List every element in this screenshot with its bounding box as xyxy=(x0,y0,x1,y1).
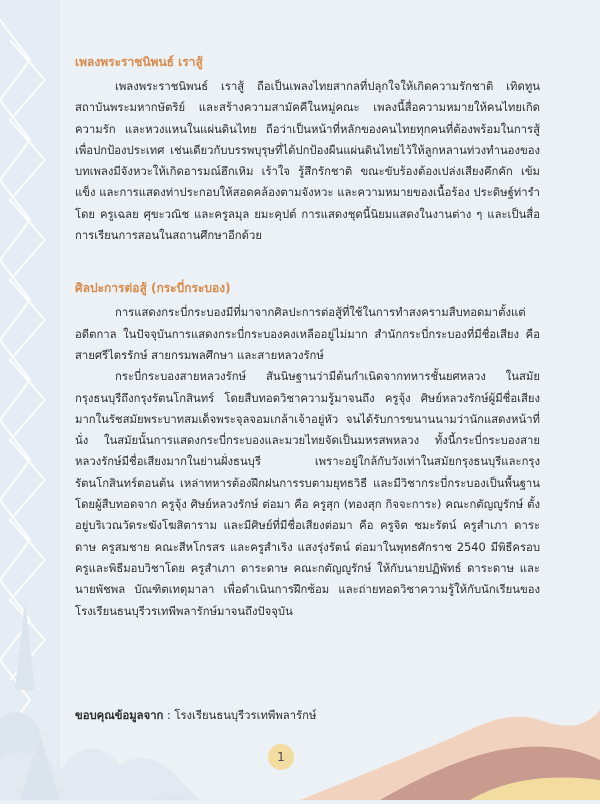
paragraph-krabi-1: การแสดงกระบี่กระบองมีที่มาจากศิลปะการต่อสู้ที่ใช้ในการทำสงครามสืบทอดมาตั้งแต่อดีตกาล ในปัจจุบันการแสดงกระบี่กระบองคงเหลืออยู่ไม่มาก สำนักกระบี่กระบองที่มีชื่อเสียง คือ สายศรีไตรรักษ์ สายกรมพลศึกษา และสายหลวงรักษ์ xyxy=(75,306,540,362)
page-number: 1 xyxy=(268,744,294,770)
paragraph-rao-su: เพลงพระราชนิพนธ์ เราสู้ ถือเป็นเพลงไทยสากลที่ปลุกใจให้เกิดความรักชาติ เทิดทูนสถาบันพระมหากษัตริย์ และสร้างความสามัคคีในหมู่คณะ เพลงนี้สื่อความหมายให้คนไทยเกิดความรัก และหวงแหนในแผ่นดินไทย ถือว่าเป็นหน้าที่หลักของคนไทยทุกคนที่ต้องพร้อมในการสู้เพื่อปกป้องประเทศ เช่นเดียวกับบรรพบุรุษที่ได้ปกป้องผืนแผ่นดินไทยไว้ให้ลูกหลานท่วงทำนองของบทเพลงมีจังหวะให้เกิดอารมณ์ฮึกเหิม เร้าใจ รู้สึกรักชาติ ขณะขับร้องต้องเปล่งเสียงคึกคัก เข้มแข็ง และการแสดงท่าประกอบให้สอดคล้องตามจังหวะ และความหมายของเนื้อร้อง ประดิษฐ์ท่ารำโดย ครูเฉลย ศุขะวณิช และครูลมุล ยมะคุปต์ การแสดงชุดนี้นิยมแสดงในงานต่าง ๆ และเป็นสื่อการเรียนการสอนในสถานศึกษาอีกด้วย xyxy=(75,80,540,243)
source-credit-value: : โรงเรียนธนบุรีวรเทพีพลารักษ์ xyxy=(163,709,317,722)
paragraph-krabi-2: กระบี่กระบองสายหลวงรักษ์ สันนิษฐานว่ามีต้นกำเนิดจากทหารชั้นยศหลวง ในสมัยกรุงธนบุรีถึงกรุงรัตนโกสินทร์ โดยสืบทอดวิชาความรู้มาจนถึง ครูจุ้ง ศิษย์หลวงรักษ์ผู้มีชื่อเสียงมากในรัชสมัยพระบาทสมเด็จพระจุลจอมเกล้าเจ้าอยู่หัว จนได้รับการขนานนามว่านักแสดงหน้าที่นั่ง ในสมัยนั้นการแสดงกระบี่กระบองและมวยไทยจัดเป็นมหรสพหลวง ทั้งนี้กระบี่กระบองสายหลวงรักษ์มีชื่อเสียงมากในย่านฝั่งธนบุรี เพราะอยู่ใกล้กับวังเท่าในสมัยกรุงธนบุรีและกรุงรัตนโกสินทร์ตอนต้น เหล่าทหารต้องฝึกฝนการรบตามยุทธวิธี และมีวิชากระบี่กระบองเป็นพื้นฐาน โดยผู้สืบทอดจาก ครูจุ้ง ศิษย์หลวงรักษ์ ต่อมา คือ ครูสุก (ทองสุก กิจจะการะ) คณะกตัญญูรักษ์ ตั้งอยู่บริเวณวัดระฆังโฆสิตาราม และมีศิษย์ที่มีชื่อเสียงต่อมา คือ ครูจิต ชมะรัตน์ ครูสำเภา ดาระดาษ ครูสมชาย คณะสีหโกรสร และครูสำเริง แสงรุ่งรัตน์ ต่อมาในพุทธศักราช 2540 มีพิธีครอบครูและพิธีมอบวิชาโดย ครูสำเภา ดาระดาษ คณะกตัญญูรักษ์ ให้กับนายปฏิพัทธ์ ดาระดาษ และนายพัชพล บัณฑิตเทตุมาลา เพื่อดำเนินการฝึกซ้อม และถ่ายทอดวิชาความรู้ให้กับนักเรียนของโรงเรียนธนบุรีวรเทพีพลารักษ์มาจนถึงปัจจุบัน xyxy=(75,370,540,618)
source-credit-label: ขอบคุณข้อมูลจาก xyxy=(75,709,164,722)
main-content xyxy=(75,52,540,622)
section-title-rao-su: เพลงพระราชนิพนธ์ เราสู้ xyxy=(75,55,203,69)
section-title-krabi-krabong: ศิลปะการต่อสู้ (กระบี่กระบอง) xyxy=(75,281,231,296)
left-pattern-border xyxy=(0,0,60,800)
source-credit xyxy=(75,706,535,726)
